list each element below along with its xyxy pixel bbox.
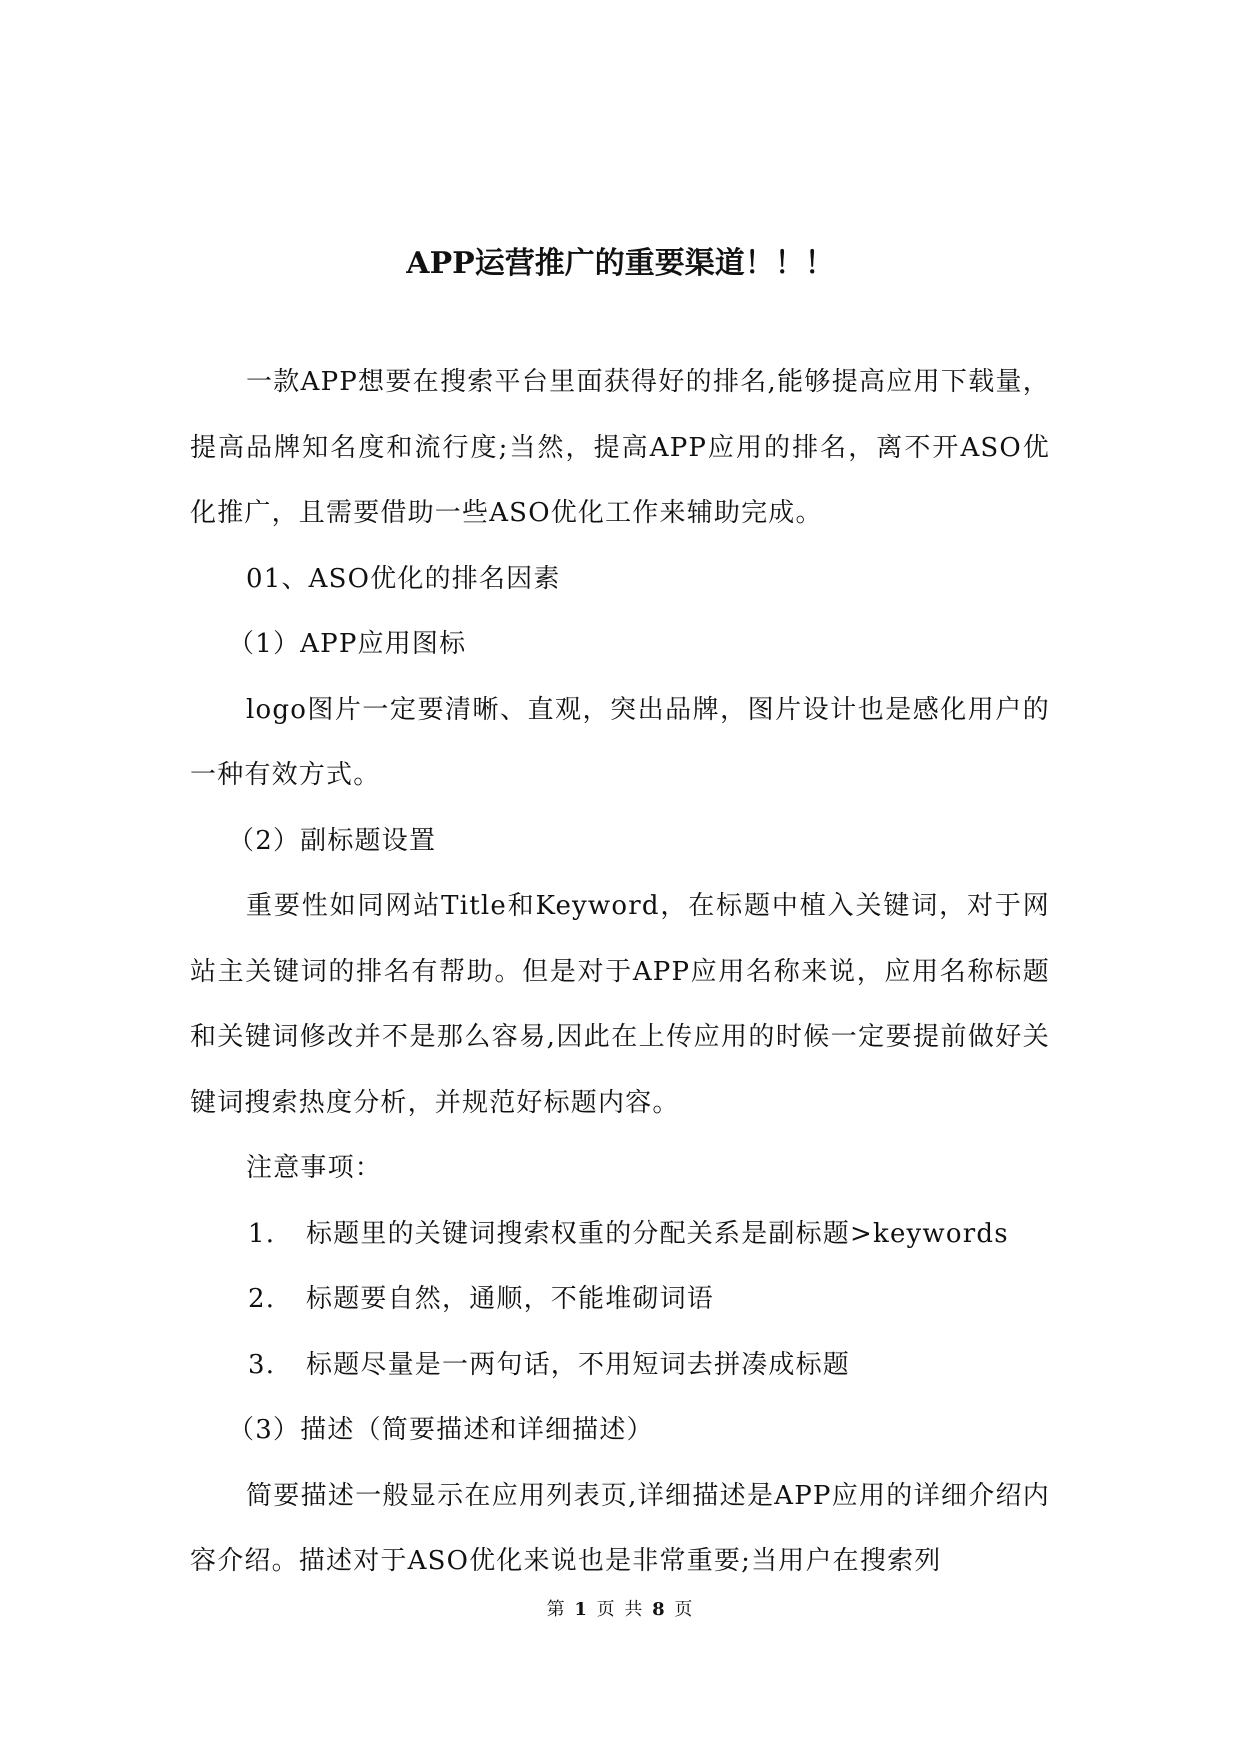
list-item	[190, 1267, 1050, 1333]
footer-suffix: 页	[674, 1599, 695, 1620]
list-text: 标题要自然，通顺，不能堆砌词语	[306, 1284, 715, 1314]
subtitle-paragraph: 重要性如同网站Title和Keyword，在标题中植入关键词，对于网站主关键词的排名有帮助。但是对于APP应用名称来说，应用名称标题和关键词修改并不是那么容易,因此在上传应用的时候一定要提前做好关键词搜索热度分析，并规范好标题内容。	[190, 891, 1050, 1118]
document-body	[190, 350, 1050, 1595]
notes-heading: 注意事项：	[246, 1153, 383, 1183]
subheading-icon-section: （1）APP应用图标	[228, 629, 467, 659]
list-item	[190, 1333, 1050, 1399]
subheading-description-section: （3）描述（简要描述和详细描述）	[228, 1415, 654, 1445]
list-text: 标题里的关键词搜索权重的分配关系是副标题>keywords	[306, 1218, 1009, 1249]
page-footer	[0, 1598, 1241, 1622]
subheading-subtitle-section: （2）副标题设置	[228, 825, 437, 856]
footer-middle: 页 共	[596, 1599, 645, 1620]
icon-paragraph: logo图片一定要清晰、直观，突出品牌，图片设计也是感化用户的一种有效方式。	[190, 694, 1050, 790]
section-heading: 01、ASO优化的排名因素	[246, 563, 561, 594]
list-number: 3.	[248, 1349, 276, 1380]
footer-prefix: 第	[546, 1599, 567, 1620]
description-paragraph: 简要描述一般显示在应用列表页,详细描述是APP应用的详细介绍内容介绍。描述对于ASO优化来说也是非常重要;当用户在搜索列	[190, 1480, 1050, 1576]
list-number: 2.	[248, 1284, 276, 1314]
list-text: 标题尽量是一两句话，不用短词去拼凑成标题	[306, 1349, 851, 1380]
intro-paragraph: 一款APP想要在搜索平台里面获得好的排名,能够提高应用下载量，提高品牌知名度和流行度;当然，提高APP应用的排名，离不开ASO优化推广，且需要借助一些ASO优化工作来辅助完成。	[190, 367, 1050, 528]
list-number: 1.	[248, 1218, 276, 1249]
footer-total-pages: 8	[652, 1599, 667, 1620]
list-item	[190, 1202, 1050, 1268]
document-title: APP运营推广的重要渠道！！！	[406, 246, 835, 282]
footer-current-page: 1	[574, 1599, 589, 1620]
